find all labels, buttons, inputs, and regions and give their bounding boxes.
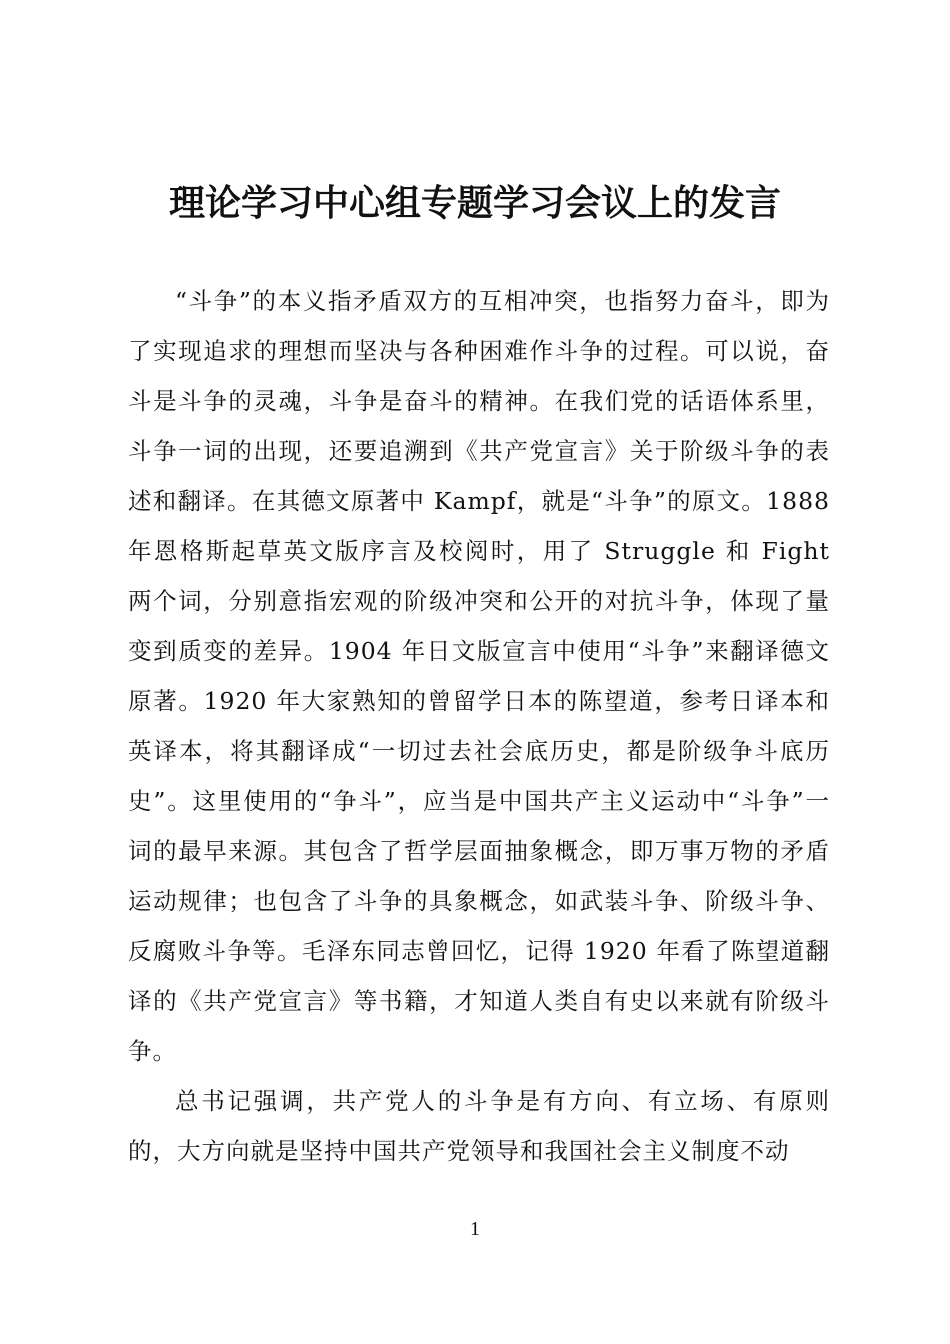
document-title: 理论学习中心组专题学习会议上的发言: [168, 182, 781, 224]
document-body: [128, 276, 830, 1176]
page-number: 1: [470, 1218, 480, 1240]
paragraph: 总书记强调，共产党人的斗争是有方向、有立场、有原则的，大方向就是坚持中国共产党领导和我国社会主义制度不动: [128, 1087, 830, 1165]
paragraph: “斗争”的本义指矛盾双方的互相冲突，也指努力奋斗，即为了实现追求的理想而坚决与各种困难作斗争的过程。可以说，奋斗是斗争的灵魂，斗争是奋斗的精神。在我们党的话语体系里，斗争一词的出现，还要追溯到《共产党宣言》关于阶级斗争的表述和翻译。在其德文原著中 Kampf，就是“斗争”的原文。1888 年恩格斯起草英文版序言及校阅时，用了 Struggle 和 Fight 两个词，分别意指宏观的阶级冲突和公开的对抗斗争，体现了量变到质变的差异。1904 年日文版宣言中使用“斗争”来翻译德文原著。1920 年大家熟知的曾留学日本的陈望道，参考日译本和英译本，将其翻译成“一切过去社会底历史，都是阶级争斗底历史”。这里使用的“争斗”，应当是中国共产主义运动中“斗争”一词的最早来源。其包含了哲学层面抽象概念，即万事万物的矛盾运动规律；也包含了斗争的具象概念，如武装斗争、阶级斗争、反腐败斗争等。毛泽东同志曾回忆，记得 1920 年看了陈望道翻译的《共产党宣言》等书籍，才知道人类自有史以来就有阶级斗争。: [128, 287, 830, 1065]
